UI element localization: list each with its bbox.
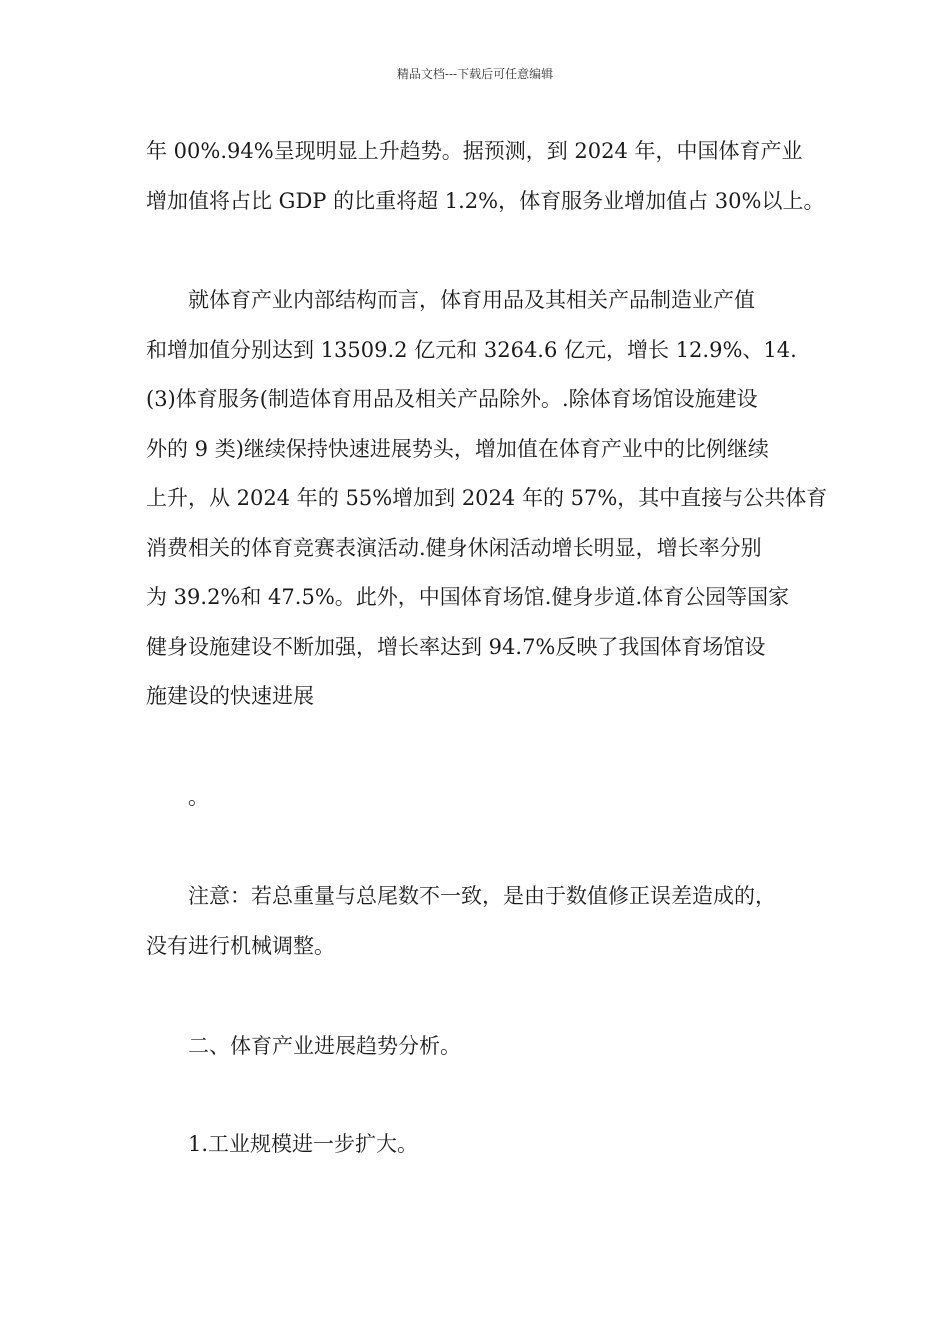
heading-text: 二、体育产业进展趋势分析。 [146, 1034, 461, 1058]
paragraph-period [146, 773, 810, 823]
text-line: 没有进行机械调整。 [146, 933, 335, 958]
paragraph-note [146, 872, 810, 971]
paragraph-growth-forecast [146, 127, 825, 226]
text-line: 增加值将占比 GDP 的比重将超 1.2%，体育服务业增加值占 30%以上。 [146, 188, 825, 213]
page-header: 精品文档---下载后可任意编辑 [396, 67, 554, 81]
text-line: 上升，从 2024 年的 55%增加到 2024 年的 57%，其中直接与公共体育 [146, 486, 828, 510]
heading-text: 1.工业规模进一步扩大。 [146, 1132, 419, 1156]
text-line: 健身设施建设不断加强，增长率达到 94.7%反映了我国体育场馆设 [146, 634, 766, 659]
text-line: 和增加值分别达到 13509.2 亿元和 3264.6 亿元，增长 12.9%、14. [146, 337, 797, 362]
text-line: (3)体育服务(制造体育用品及相关产品除外。.除体育场馆设施建设 [146, 387, 758, 411]
text-line: 年 00%.94%呈现明显上升趋势。据预测，到 2024 年，中国体育产业 [146, 139, 803, 163]
text-line: 施建设的快速进展 [146, 684, 314, 708]
text-line: 。 [146, 785, 209, 809]
paragraph-industry-structure [146, 276, 828, 722]
text-line: 就体育产业内部结构而言，体育用品及其相关产品制造业产值 [146, 288, 755, 312]
subsection-heading-scale [146, 1120, 810, 1170]
text-line: 注意：若总重量与总尾数不一致，是由于数值修正误差造成的， [146, 884, 776, 908]
text-line: 消费相关的体育竞赛表演活动.健身休闲活动增长明显，增长率分别 [146, 535, 762, 560]
section-heading-trend-analysis [146, 1022, 810, 1072]
text-line: 为 39.2%和 47.5%。此外，中国体育场馆.健身步道.体育公园等国家 [146, 585, 790, 609]
text-line: 外的 9 类)继续保持快速进展势头，增加值在体育产业中的比例继续 [146, 436, 769, 461]
